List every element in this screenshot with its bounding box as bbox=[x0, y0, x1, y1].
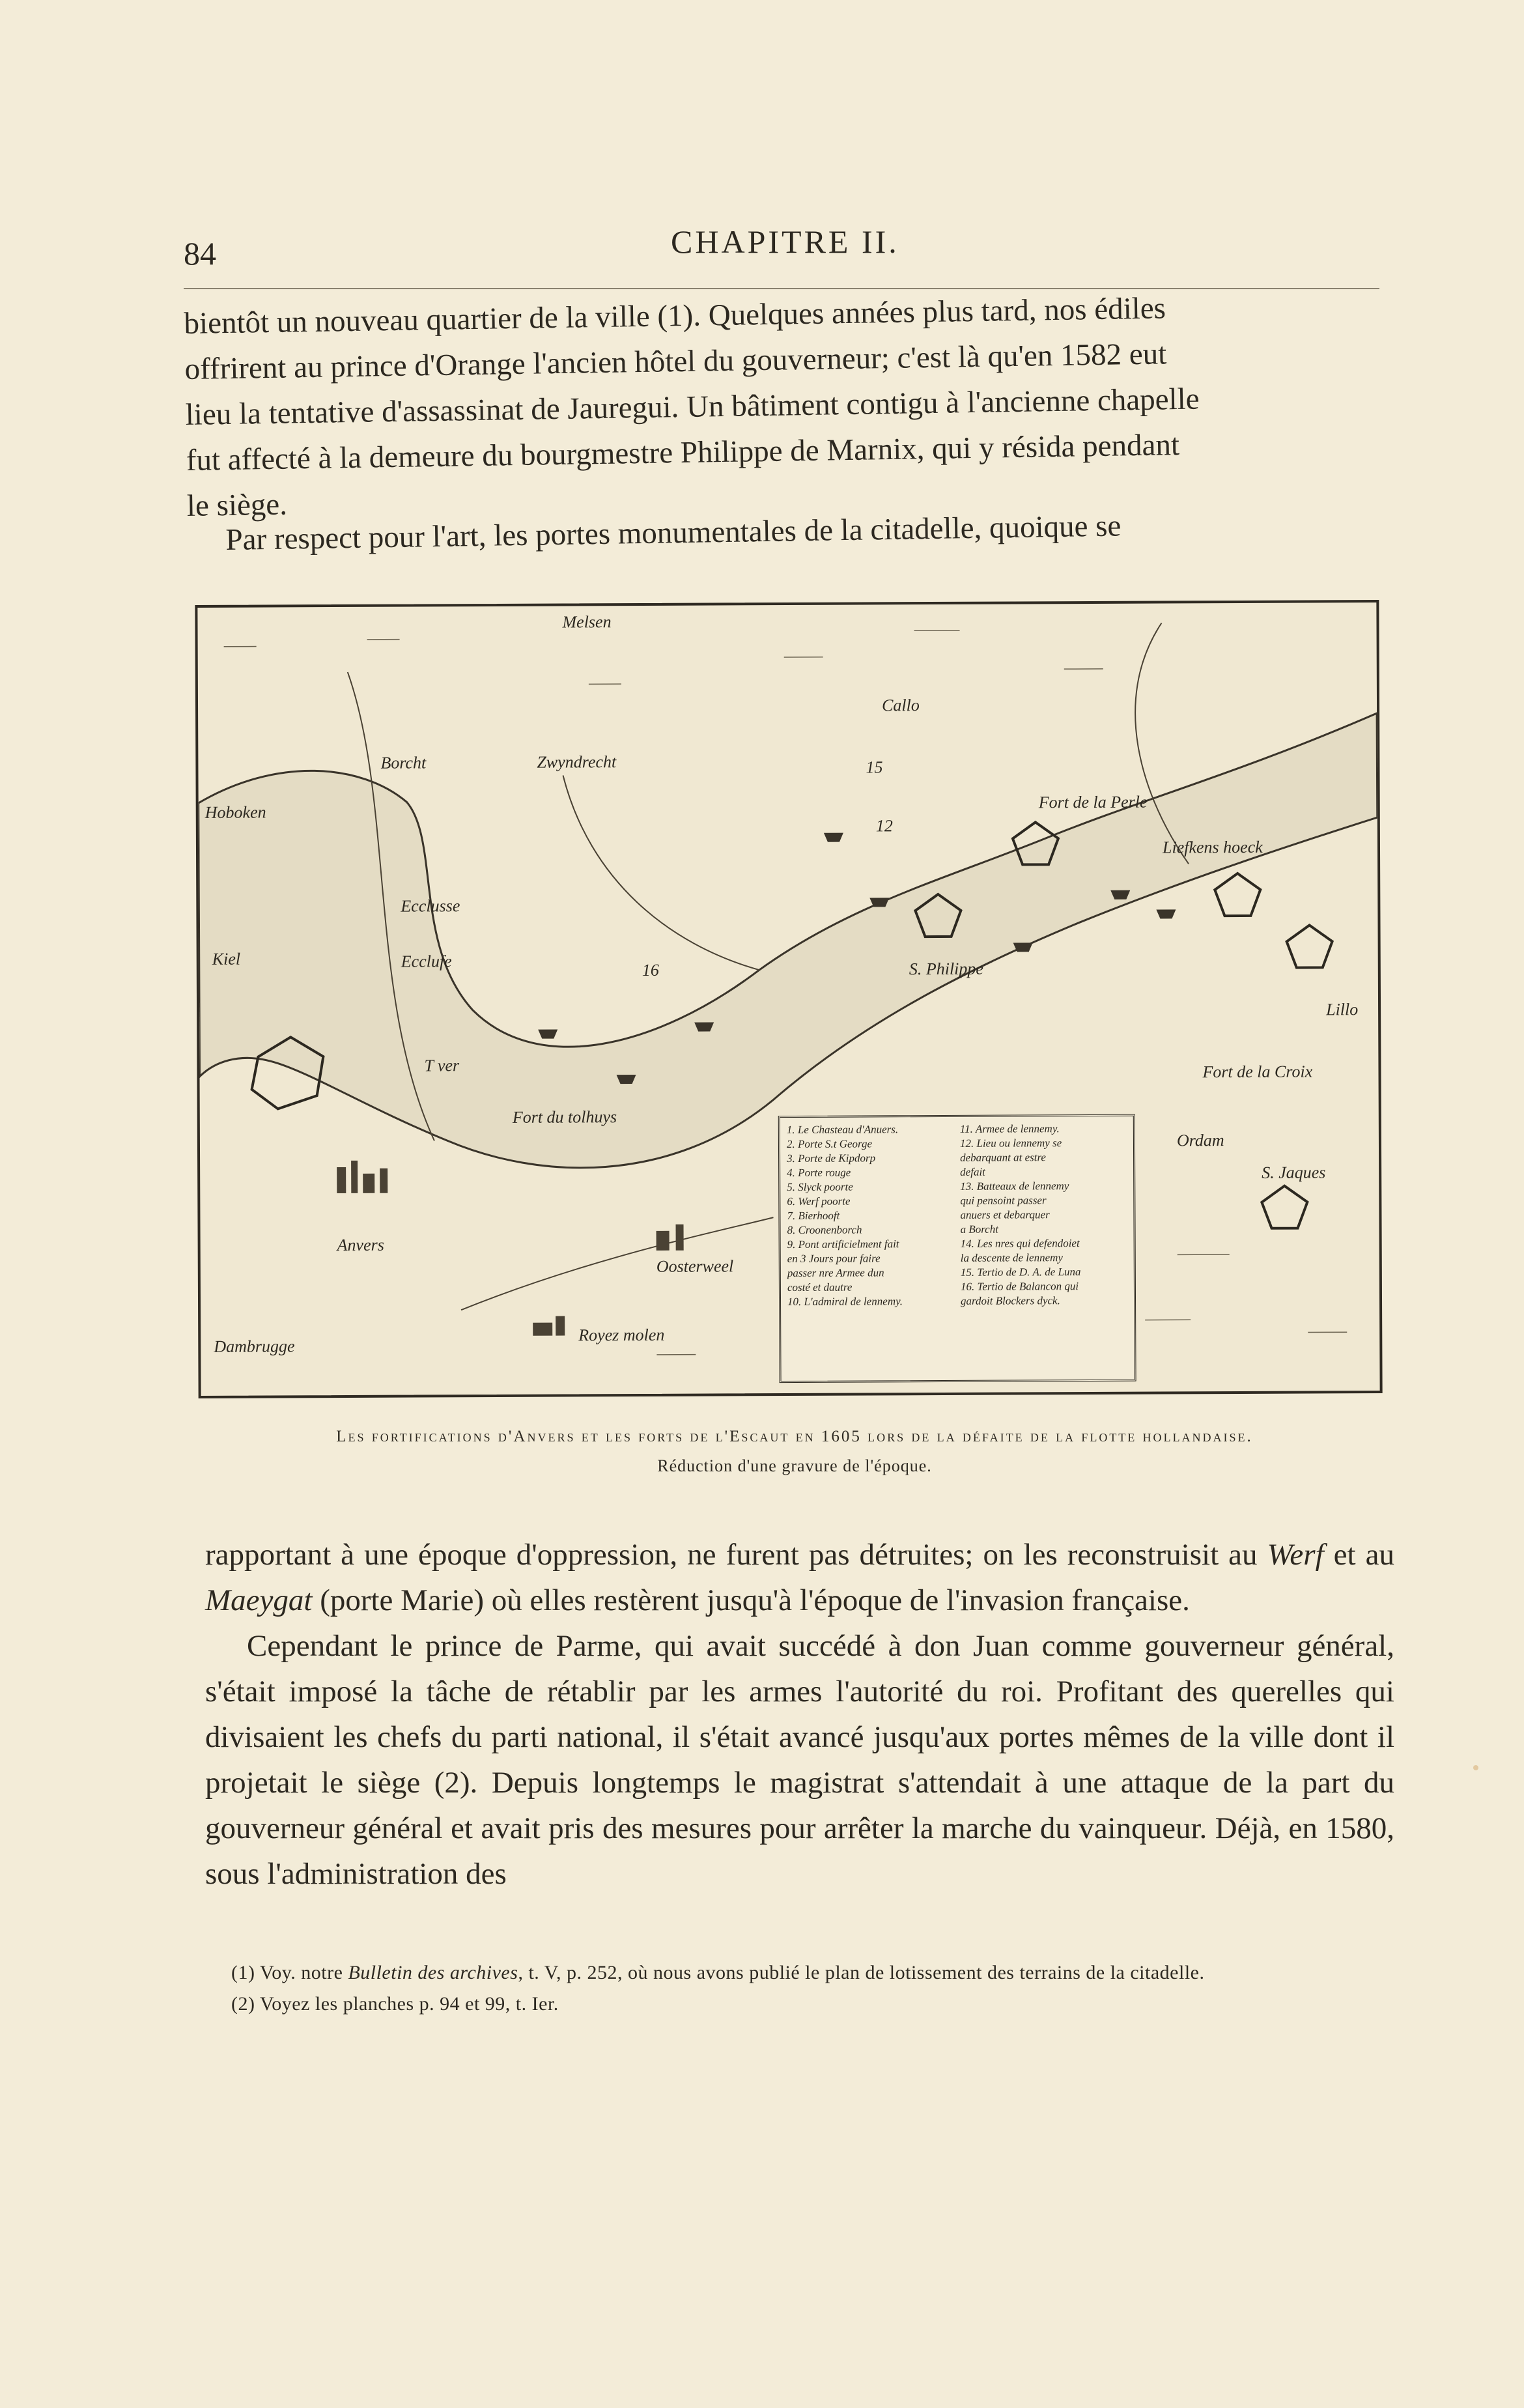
legend-item: 4. Porte rouge bbox=[787, 1166, 851, 1180]
legend-item: 1. Le Chasteau d'Anuers. bbox=[786, 1123, 899, 1137]
place-label: Fort de la Croix bbox=[1202, 1062, 1313, 1082]
legend-item: en 3 Jours pour faire bbox=[787, 1252, 881, 1266]
paragraph-2: Cependant le prince de Parme, qui avait succédé à don Juan comme gouverneur général, s'était imposé la tâche de rétablir par les armes l'autorité du roi. Profitant des querelles qui divisaient les chefs du parti national, il s'était avancé jusqu'aux portes mêmes de la ville dont il projetait le siège (2). Depuis longtemps le magistrat s'attendait à une attaque de la part du gouverneur général et avait pris des mesures pour arrêter la marche du vainqueur. Déjà, en 1580, sous l'administration des bbox=[205, 1629, 1394, 1891]
legend-item: defait bbox=[960, 1165, 985, 1178]
place-label: T ver bbox=[424, 1056, 460, 1075]
road-line bbox=[563, 774, 759, 970]
map-engraving bbox=[195, 600, 1382, 1398]
legend-item: 9. Pont artificielment fait bbox=[787, 1238, 899, 1251]
legend-item: 12. Lieu ou lennemy se bbox=[959, 1137, 1062, 1150]
text-run: , t. V, p. 252, où nous avons publié le plan de lotissement des terrains de la citadelle. bbox=[518, 1962, 1205, 1983]
map-legend bbox=[778, 1114, 1136, 1383]
legend-item: 3. Porte de Kipdorp bbox=[787, 1152, 876, 1165]
footnote-1 bbox=[231, 1962, 1204, 1984]
text-line: bientôt un nouveau quartier de la ville (1). Quelques années plus tard, nos édiles bbox=[184, 291, 1166, 341]
legend-item: gardoit Blockers dyck. bbox=[960, 1294, 1060, 1307]
legend-item: 2. Porte S.t George bbox=[786, 1137, 873, 1151]
text-line: fut affecté à la demeure du bourgmestre Philippe de Marnix, qui y résida pendant bbox=[186, 428, 1180, 477]
italic-term: Maeygat bbox=[205, 1583, 313, 1617]
italic-term: Werf bbox=[1267, 1538, 1324, 1572]
legend-item: 10. L'admiral de lennemy. bbox=[787, 1295, 903, 1309]
text-line: le siège. bbox=[186, 487, 288, 523]
place-label: S. Jaques bbox=[1262, 1163, 1326, 1182]
fort-lillo-outline bbox=[1287, 925, 1333, 967]
legend-item: 16. Tertio de Balancon qui bbox=[960, 1280, 1079, 1293]
legend-item: anuers et debarquer bbox=[960, 1208, 1050, 1221]
map-number: 12 bbox=[875, 816, 893, 836]
legend-item: debarquant at estre bbox=[960, 1151, 1047, 1164]
fort-jaques-outline bbox=[1262, 1186, 1307, 1228]
legend-item: 6. Werf poorte bbox=[787, 1195, 851, 1208]
text-run: rapportant à une époque d'oppression, ne furent pas détruites; on les reconstruisit au bbox=[205, 1538, 1267, 1572]
legend-item: qui pensoint passer bbox=[960, 1194, 1047, 1207]
italic-term: Bulletin des archives bbox=[348, 1962, 518, 1983]
river-scheldt bbox=[198, 713, 1379, 1169]
place-label: S. Philippe bbox=[909, 959, 983, 979]
legend-item: 11. Armee de lennemy. bbox=[959, 1122, 1060, 1135]
map-number: 16 bbox=[642, 960, 659, 980]
legend-item: 7. Bierhooft bbox=[787, 1209, 840, 1223]
legend-item: a Borcht bbox=[960, 1223, 998, 1236]
place-label: Ecclusse bbox=[401, 896, 460, 916]
legend-item: 8. Croonenborch bbox=[787, 1223, 862, 1237]
place-label: Liefkens hoeck bbox=[1162, 837, 1263, 857]
paragraph-bottom bbox=[205, 1532, 1394, 1897]
place-label: Fort de la Perle bbox=[1038, 792, 1148, 812]
place-label: Fort du tolhuys bbox=[512, 1107, 617, 1127]
place-label: Hoboken bbox=[205, 802, 266, 822]
place-label: Kiel bbox=[212, 949, 241, 969]
text-line: lieu la tentative d'assassinat de Jauregui. Un bâtiment contigu à l'ancienne chapelle bbox=[185, 382, 1200, 432]
place-label: Oosterweel bbox=[656, 1256, 734, 1276]
place-label: Zwyndrecht bbox=[537, 752, 617, 772]
place-label: Royez molen bbox=[578, 1325, 665, 1345]
map-number: 15 bbox=[866, 758, 883, 777]
legend-item: la descente de lennemy bbox=[960, 1251, 1063, 1264]
legend-item: 5. Slyck poorte bbox=[787, 1180, 853, 1194]
figure-caption: Les fortifications d'Anvers et les forts de l'Escaut en 1605 lors de la défaite de la flotte hollandaise. bbox=[336, 1428, 1253, 1445]
legend-item: costé et dautre bbox=[787, 1281, 853, 1294]
legend-item: passer nre Armee dun bbox=[787, 1266, 884, 1280]
footnote-2: (2) Voyez les planches p. 94 et 99, t. Ier. bbox=[231, 1993, 559, 2015]
place-label: Lillo bbox=[1326, 1000, 1359, 1019]
paragraph-top bbox=[184, 282, 1383, 529]
place-label: Borcht bbox=[380, 753, 427, 772]
legend-item: 14. Les nres qui defendoiet bbox=[960, 1237, 1080, 1250]
place-label: Callo bbox=[881, 696, 920, 715]
fort-liefkens-outline bbox=[1215, 873, 1260, 916]
legend-column-right bbox=[960, 1122, 1128, 1375]
text-run: (1) Voy. notre bbox=[231, 1962, 348, 1983]
place-label: Melsen bbox=[562, 612, 612, 632]
place-label: Dambrugge bbox=[214, 1337, 295, 1356]
running-title: CHAPITRE II. bbox=[671, 223, 899, 260]
text-run: et au bbox=[1323, 1538, 1394, 1572]
paper-speck bbox=[1473, 1765, 1478, 1770]
page-number: 84 bbox=[184, 235, 216, 272]
anvers-buildings bbox=[337, 1159, 684, 1337]
text-line: offrirent au prince d'Orange l'ancien hôtel du gouverneur; c'est là qu'en 1582 eut bbox=[184, 337, 1167, 386]
legend-item: 13. Batteaux de lennemy bbox=[960, 1180, 1069, 1193]
place-label: Ordam bbox=[1176, 1131, 1224, 1150]
place-label: Ecclufe bbox=[401, 952, 452, 971]
figure-caption-subtitle: Réduction d'une gravure de l'époque. bbox=[657, 1456, 932, 1475]
paragraph-1 bbox=[205, 1532, 1394, 1623]
legend-item: 15. Tertio de D. A. de Luna bbox=[960, 1266, 1081, 1279]
paragraph-top-2: Par respect pour l'art, les portes monumentales de la citadelle, quoique se bbox=[225, 509, 1122, 557]
text-run: (porte Marie) où elles restèrent jusqu'à l'époque de l'invasion française. bbox=[312, 1583, 1190, 1617]
legend-column-left bbox=[787, 1122, 955, 1376]
place-label: Anvers bbox=[337, 1235, 384, 1255]
